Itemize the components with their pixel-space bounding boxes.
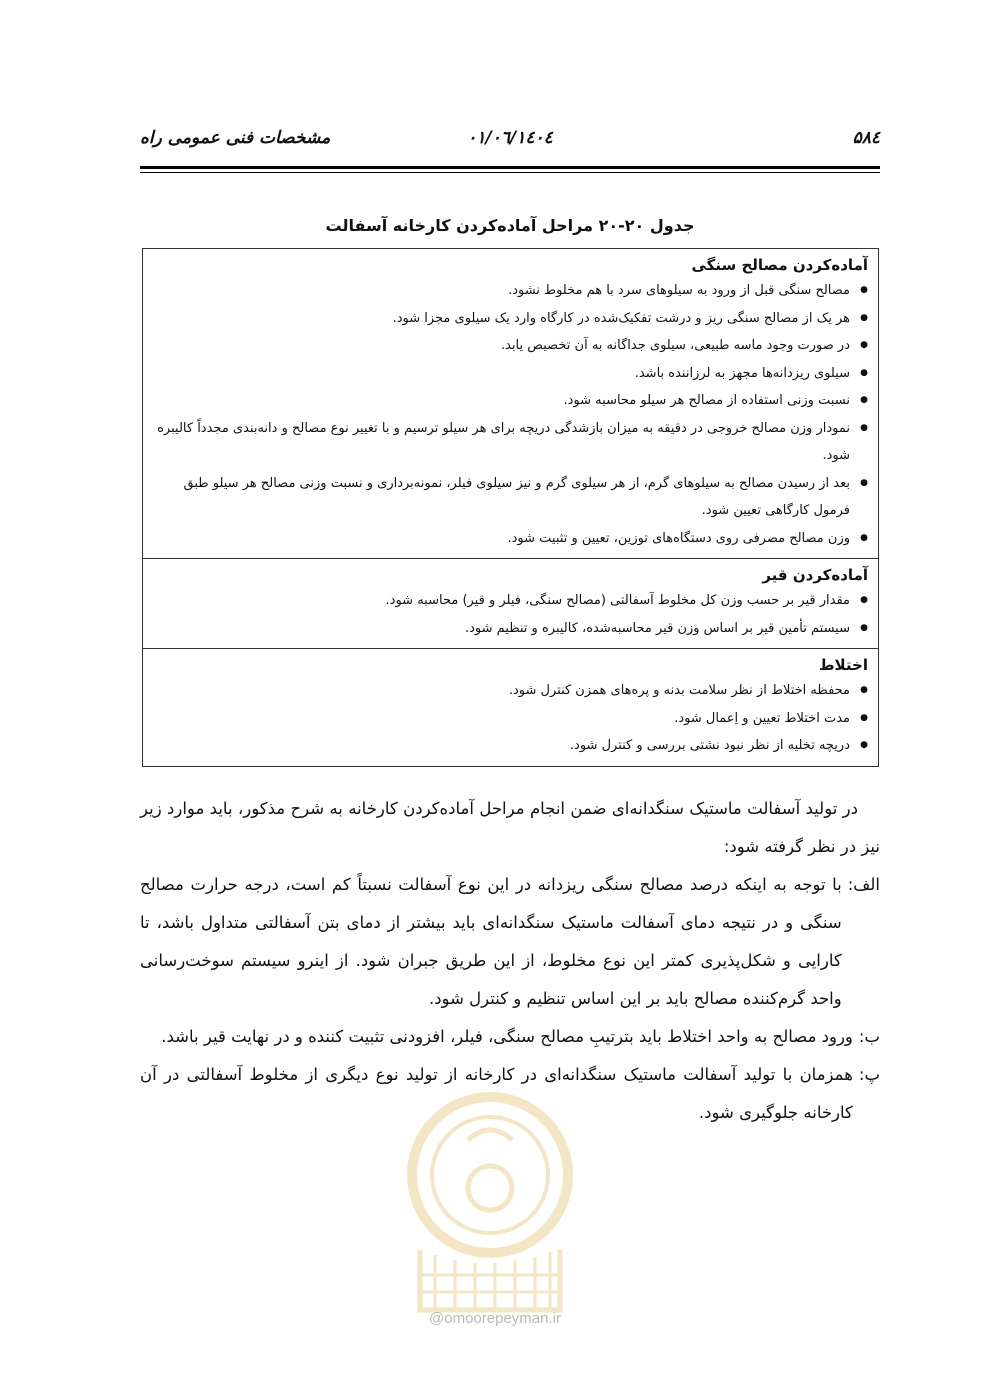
- table-cell: [143, 649, 879, 767]
- watermark-url: @omoorepeyman.ir: [429, 1310, 561, 1327]
- table-section-bitumen: [143, 559, 879, 649]
- paragraph-label: ب:: [858, 1027, 880, 1046]
- paragraph-text: همزمان با تولید آسفالت ماستیک سنگدانه‌ای در کارخانه از تولید نوع دیگری از مخلوط آسفالتی در آن کارخانه جلوگیری شود.: [140, 1065, 853, 1122]
- table-section-aggregates: [143, 249, 879, 559]
- intro-paragraph: در تولید آسفالت ماستیک سنگدانه‌ای ضمن انجام مراحل آماده‌کردن کارخانه به شرح مذکور، باید موارد زیر نیز در نظر گرفته شود:: [140, 799, 880, 856]
- page-number: ۵۸٤: [852, 128, 880, 148]
- list-item: ● نسبت وزنی استفاده از مصالح هر سیلو محاسبه شود.: [153, 387, 868, 415]
- section-item-list: [153, 677, 868, 760]
- list-item: ● وزن مصالح مصرفی روی دستگاه‌های توزین، تعیین و تثبیت شود.: [153, 525, 868, 553]
- list-item: ● سیستم تأمین قیر بر اساس وزن قیر محاسبه‌شده، کالیبره و تنظیم شود.: [153, 615, 868, 643]
- spec-table: [142, 248, 879, 767]
- book-title: مشخصات فنی عمومی راه: [140, 128, 331, 148]
- section-title: اختلاط: [818, 656, 868, 674]
- list-item: ● در صورت وجود ماسه طبیعی، سیلوی جداگانه به آن تخصیص یابد.: [153, 332, 868, 360]
- list-item: ● مصالح سنگی قبل از ورود به سیلوهای سرد با هم مخلوط نشود.: [153, 277, 868, 305]
- section-item-list: [153, 587, 868, 642]
- paragraph-label: پ:: [858, 1065, 880, 1084]
- table-title: جدول ۲۰-۲۰ مراحل آماده‌کردن کارخانه آسفالت: [325, 216, 695, 235]
- paragraph-label: الف:: [847, 875, 880, 894]
- table-cell: [143, 559, 879, 649]
- list-item: ● دریچه تخلیه از نظر نبود نشتی بررسی و کنترل شود.: [153, 732, 868, 760]
- list-item: ● هر یک از مصالح سنگی ریز و درشت تفکیک‌شده در کارگاه وارد یک سیلوی مجزا شود.: [153, 305, 868, 333]
- section-title: آماده‌کردن مصالح سنگی: [691, 256, 868, 274]
- list-item: ● نمودار وزن مصالح خروجی در دقیقه به میزان بازشدگی دریچه برای هر سیلو ترسیم و با تغییر نوع مصالح و دانه‌بندی مجدداً کالیبره شود.: [153, 415, 868, 470]
- list-item: ● مقدار قیر بر حسب وزن کل مخلوط آسفالتی (مصالح سنگی، فیلر و قیر) محاسبه شود.: [153, 587, 868, 615]
- watermark-seal-icon: [380, 1080, 600, 1340]
- header-date: ۱٤۰٤/۰٦/۰۱: [467, 128, 553, 148]
- paragraph-be: [140, 1018, 880, 1056]
- table-cell: [143, 249, 879, 559]
- list-item: ● سیلوی ریزدانه‌ها مجهز به لرزاننده باشد.: [153, 360, 868, 388]
- list-item: ● بعد از رسیدن مصالح به سیلوهای گرم، از هر سیلوی گرم و نیز سیلوی فیلر، نمونه‌برداری و نسبت وزنی مصالح هر سیلو طبق فرمول کارگاهی تعیین شود.: [153, 470, 868, 525]
- paragraph-alef: [140, 866, 880, 1018]
- header-rule-thin: [140, 172, 880, 173]
- header-rule-thick: [140, 166, 880, 169]
- section-item-list: [153, 277, 868, 552]
- section-title: آماده‌کردن قیر: [762, 566, 868, 584]
- paragraph-text: با توجه به اینکه درصد مصالح سنگی ریزدانه در این نوع آسفالت نسبتاً کم است، درجه حرارت مصالح سنگی و در نتیجه دمای آسفالت ماستیک سنگدانه‌ای باید بیشتر از دمای بتن آسفالتی متداول باشد، تا کارایی و شکل‌پذیری کمتر این نوع مخلوط، از این طریق جبران شود. از اینرو سیستم سوخت‌رسانی واحد گرم‌کننده مصالح باید بر این اساس تنظیم و کنترل شود.: [140, 875, 842, 1008]
- list-item: ● محفظه اختلاط از نظر سلامت بدنه و پره‌های همزن کنترل شود.: [153, 677, 868, 705]
- page-header: [140, 128, 880, 158]
- list-item: ● مدت اختلاط تعیین و اِعمال شود.: [153, 705, 868, 733]
- table-section-mixing: [143, 649, 879, 767]
- paragraph-text: ورود مصالح به واحد اختلاط باید بترتیبِ مصالح سنگی، فیلر، افزودنی تثبیت کننده و در نهایت قیر باشد.: [161, 1027, 853, 1046]
